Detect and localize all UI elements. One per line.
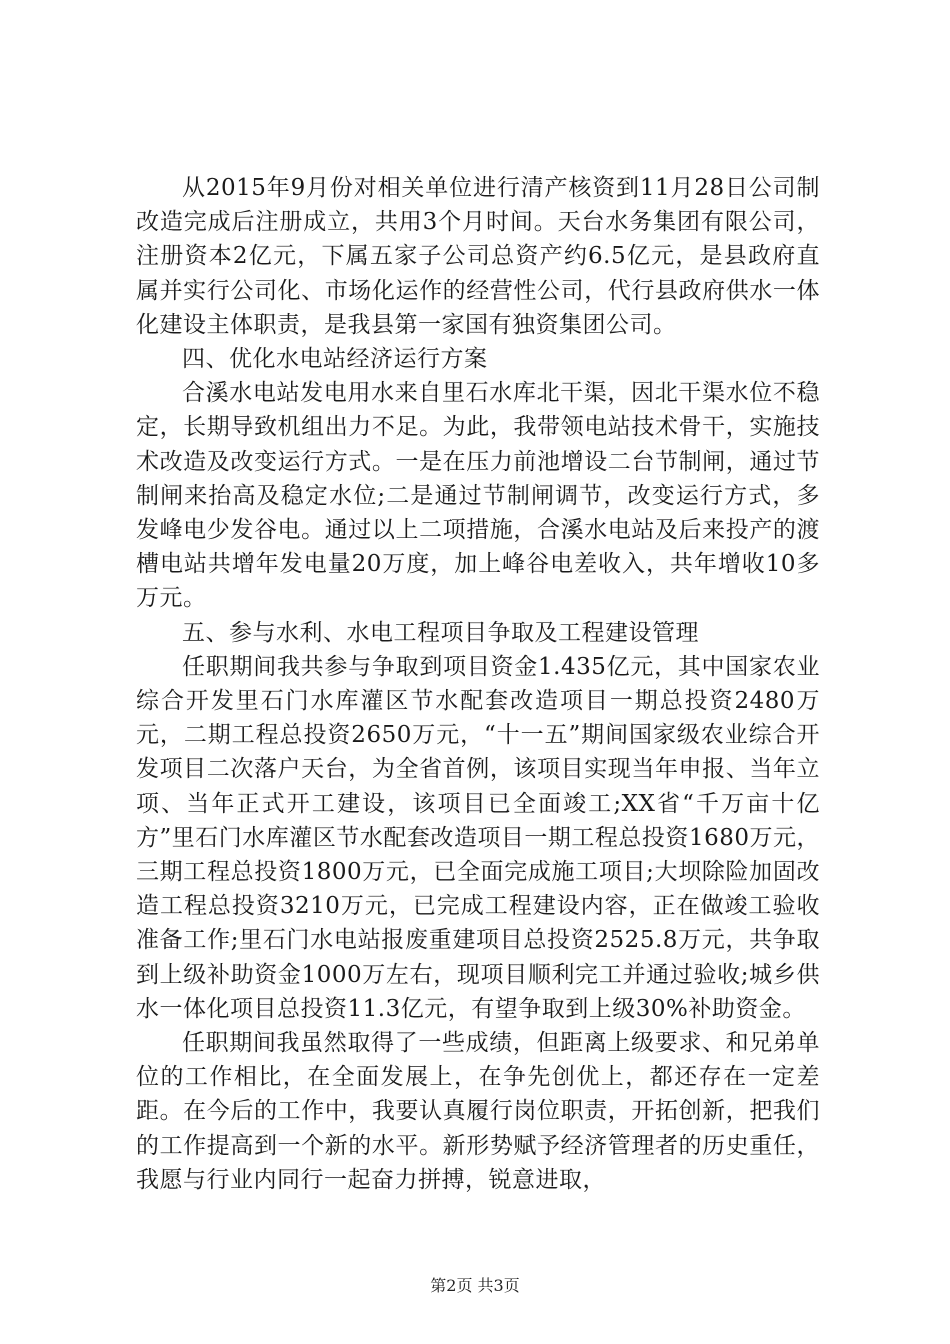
section-heading-5: 五、参与水利、水电工程项目争取及工程建设管理 bbox=[182, 619, 699, 646]
paragraph-project-funding: 任职期间我共参与争取到项目资金1.435亿元，其中国家农业综合开发里石门水库灌区节水配套改造项目一期总投资2480万元，二期工程总投资2650万元，“十一五”期间国家级农业综合开发项目二次落户天台，为全省首例，该项目实现当年申报、当年立项、当年正式开工建设，该项目已全面竣工;XX省“千万亩十亿方”里石门水库灌区节水配套改造项目一期工程总投资1680万元，三期工程总投资1800万元，已全面完成施工项目;大坝除险加固改造工程总投资3210万元，已完成工程建设内容，正在做竣工验收准备工作;里石门水电站报废重建项目总投资2525.8万元，共争取到上级补助资金1000万左右，现项目顺利完工并通过验收;城乡供水一体化项目总投资11.3亿元，有望争取到上级30%补助资金。 bbox=[136, 653, 820, 1022]
section-heading-4: 四、优化水电站经济运行方案 bbox=[182, 346, 488, 373]
page-footer: 第2页 共3页 bbox=[430, 1276, 520, 1295]
paragraph-hydropower-operation: 合溪水电站发电用水来自里石水库北干渠，因北干渠水位不稳定，长期导致机组出力不足。为此，我带领电站技术骨干，实施技术改造及改变运行方式。一是在压力前池增设二台节制闸，通过节制闸来抬高及稳定水位;二是通过节制闸调节，改变运行方式，多发峰电少发谷电。通过以上二项措施，合溪水电站及后来投产的渡槽电站共增年发电量20万度，加上峰谷电差收入，共年增收10多万元。 bbox=[136, 380, 820, 612]
paragraph-company-registration: 从2015年9月份对相关单位进行清产核资到11月28日公司制改造完成后注册成立，共用3个月时间。天台水务集团有限公司，注册资本2亿元，下属五家子公司总资产约6.5亿元，是县政府直属并实行公司化、市场化运作的经营性公司，代行县政府供水一体化建设主体职责，是我县第一家国有独资集团公司。 bbox=[136, 175, 820, 338]
paragraph-conclusion: 任职期间我虽然取得了一些成绩，但距离上级要求、和兄弟单位的工作相比，在全面发展上，在争先创优上，都还存在一定差距。在今后的工作中，我要认真履行岗位职责，开拓创新，把我们的工作提高到一个新的水平。新形势赋予经济管理者的历史重任，我愿与行业内同行一起奋力拼搏，锐意进取， bbox=[136, 1030, 820, 1193]
document-body bbox=[136, 171, 820, 1197]
